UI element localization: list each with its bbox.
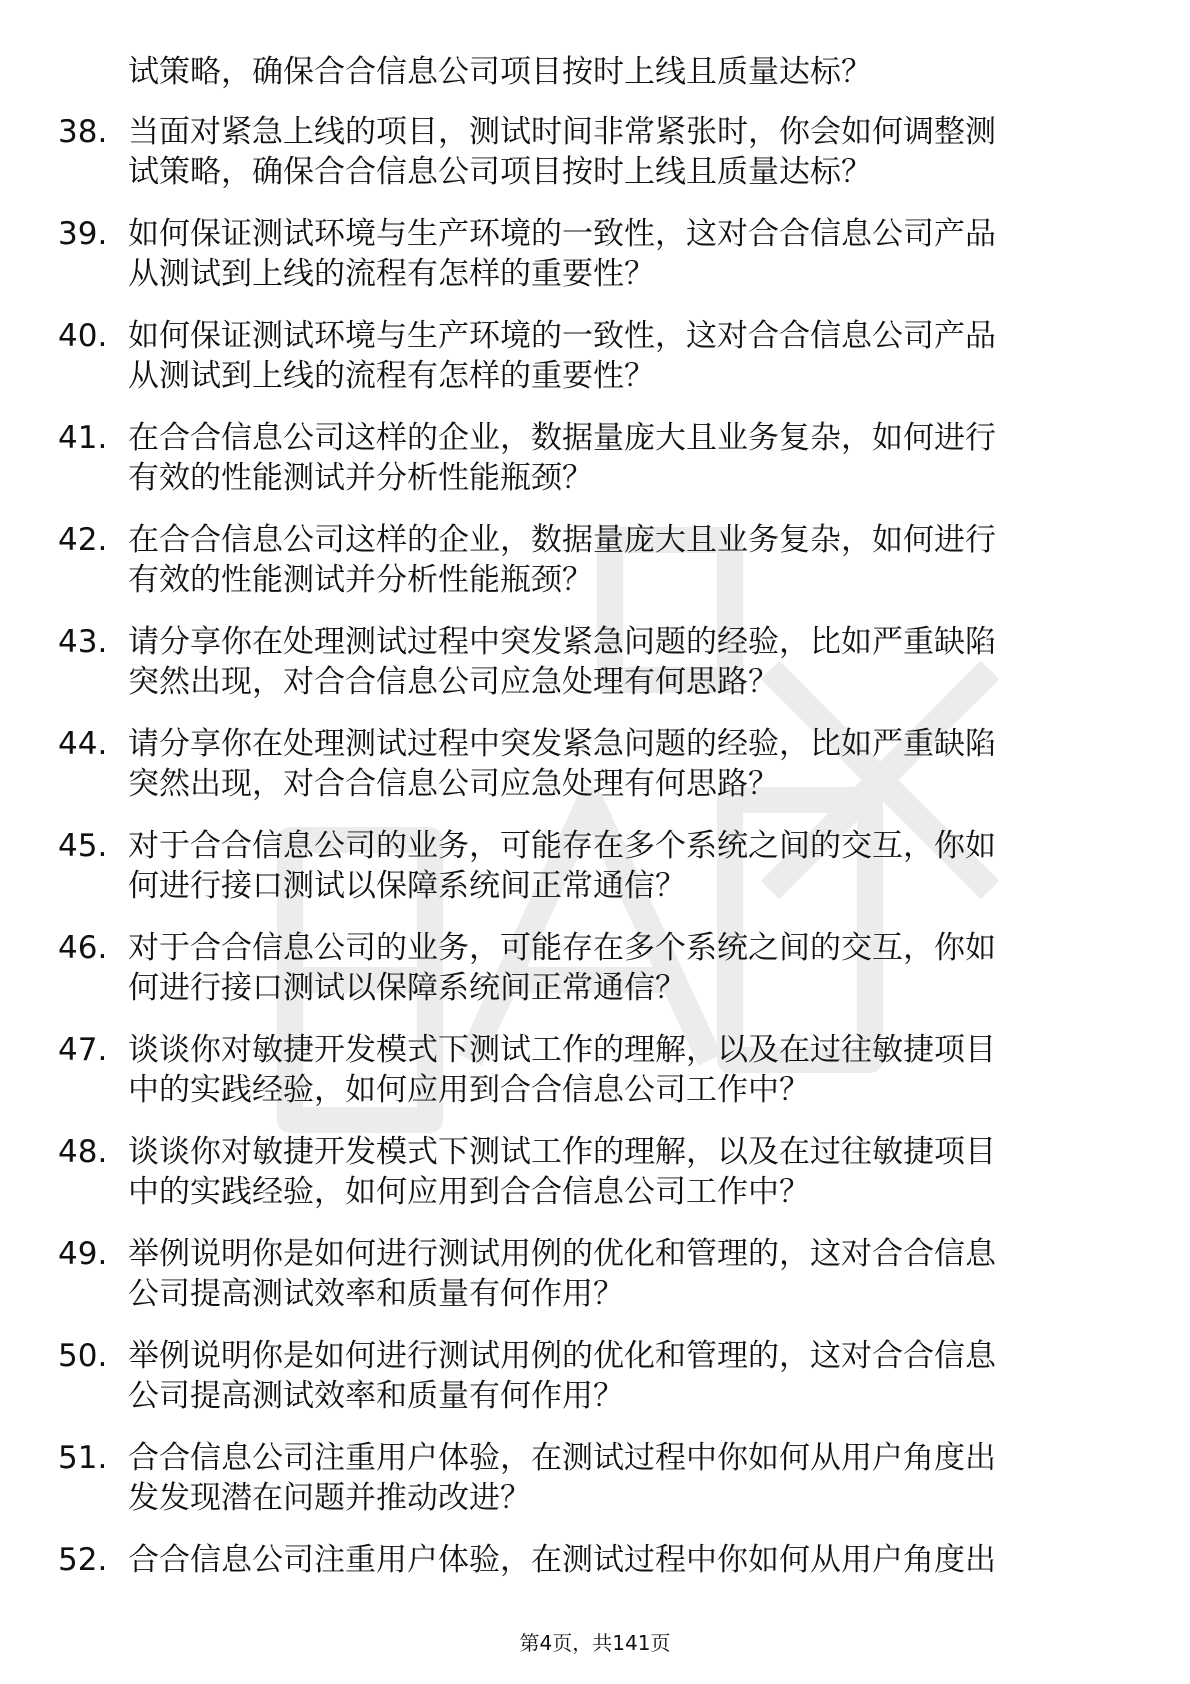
question-number: 40. bbox=[58, 318, 108, 354]
question-text-line: 请分享你在处理测试过程中突发紧急问题的经验，比如严重缺陷 bbox=[128, 726, 996, 762]
question-number: 39. bbox=[58, 216, 108, 252]
question-number: 43. bbox=[58, 624, 108, 660]
question-text-line: 举例说明你是如何进行测试用例的优化和管理的，这对合合信息 bbox=[128, 1338, 996, 1374]
question-number: 41. bbox=[58, 420, 108, 456]
question-text-line: 当面对紧急上线的项目，测试时间非常紧张时，你会如何调整测 bbox=[128, 114, 996, 150]
question-number: 47. bbox=[58, 1032, 108, 1068]
question-text-line: 何进行接口测试以保障系统间正常通信？ bbox=[128, 868, 686, 904]
question-text-line: 公司提高测试效率和质量有何作用？ bbox=[128, 1378, 624, 1414]
question-text-line: 有效的性能测试并分析性能瓶颈？ bbox=[128, 460, 593, 496]
question-list bbox=[0, 112, 1190, 1642]
question-text-line: 公司提高测试效率和质量有何作用？ bbox=[128, 1276, 624, 1312]
question-number: 45. bbox=[58, 828, 108, 864]
question-text-line: 对于合合信息公司的业务，可能存在多个系统之间的交互，你如 bbox=[128, 828, 996, 864]
question-text-line: 对于合合信息公司的业务，可能存在多个系统之间的交互，你如 bbox=[128, 930, 996, 966]
question-item bbox=[0, 826, 1190, 928]
question-text-line: 合合信息公司注重用户体验，在测试过程中你如何从用户角度出 bbox=[128, 1542, 996, 1578]
question-item bbox=[0, 1030, 1190, 1132]
question-item bbox=[0, 1336, 1190, 1438]
question-item bbox=[0, 1132, 1190, 1234]
question-item bbox=[0, 622, 1190, 724]
question-text-line: 举例说明你是如何进行测试用例的优化和管理的，这对合合信息 bbox=[128, 1236, 996, 1272]
question-number: 51. bbox=[58, 1440, 108, 1476]
question-text-line: 如何保证测试环境与生产环境的一致性，这对合合信息公司产品 bbox=[128, 216, 996, 252]
question-text-line: 中的实践经验，如何应用到合合信息公司工作中？ bbox=[128, 1072, 810, 1108]
question-item bbox=[0, 928, 1190, 1030]
question-text-line: 中的实践经验，如何应用到合合信息公司工作中？ bbox=[128, 1174, 810, 1210]
question-number: 52. bbox=[58, 1542, 108, 1578]
question-text-line: 如何保证测试环境与生产环境的一致性，这对合合信息公司产品 bbox=[128, 318, 996, 354]
question-text-line: 突然出现，对合合信息公司应急处理有何思路？ bbox=[128, 664, 779, 700]
question-number: 44. bbox=[58, 726, 108, 762]
question-text-line: 发发现潜在问题并推动改进？ bbox=[128, 1480, 531, 1516]
question-number: 49. bbox=[58, 1236, 108, 1272]
question-item bbox=[0, 724, 1190, 826]
question-item bbox=[0, 418, 1190, 520]
question-text-line: 突然出现，对合合信息公司应急处理有何思路？ bbox=[128, 766, 779, 802]
question-text-line: 试策略，确保合合信息公司项目按时上线且质量达标？ bbox=[128, 154, 872, 190]
question-text-line: 有效的性能测试并分析性能瓶颈？ bbox=[128, 562, 593, 598]
question-text-line: 请分享你在处理测试过程中突发紧急问题的经验，比如严重缺陷 bbox=[128, 624, 996, 660]
question-number: 48. bbox=[58, 1134, 108, 1170]
question-text-line: 合合信息公司注重用户体验，在测试过程中你如何从用户角度出 bbox=[128, 1440, 996, 1476]
question-item bbox=[0, 1234, 1190, 1336]
page-footer: 第4页，共141页 bbox=[519, 1631, 671, 1655]
question-number: 38. bbox=[58, 114, 108, 150]
question-number: 46. bbox=[58, 930, 108, 966]
question-item bbox=[0, 316, 1190, 418]
question-item bbox=[0, 520, 1190, 622]
question-item bbox=[0, 214, 1190, 316]
question-item bbox=[0, 1540, 1190, 1642]
question-item bbox=[0, 1438, 1190, 1540]
question-text-line: 在合合信息公司这样的企业，数据量庞大且业务复杂，如何进行 bbox=[128, 420, 996, 456]
question-number: 42. bbox=[58, 522, 108, 558]
question-number: 50. bbox=[58, 1338, 108, 1374]
question-item bbox=[0, 112, 1190, 214]
question-text-line: 从测试到上线的流程有怎样的重要性？ bbox=[128, 256, 655, 292]
question-continuation: 试策略，确保合合信息公司项目按时上线且质量达标？ bbox=[128, 54, 872, 90]
question-text-line: 谈谈你对敏捷开发模式下测试工作的理解，以及在过往敏捷项目 bbox=[128, 1134, 996, 1170]
question-text-line: 何进行接口测试以保障系统间正常通信？ bbox=[128, 970, 686, 1006]
question-text-line: 在合合信息公司这样的企业，数据量庞大且业务复杂，如何进行 bbox=[128, 522, 996, 558]
question-text-line: 从测试到上线的流程有怎样的重要性？ bbox=[128, 358, 655, 394]
question-text-line: 谈谈你对敏捷开发模式下测试工作的理解，以及在过往敏捷项目 bbox=[128, 1032, 996, 1068]
